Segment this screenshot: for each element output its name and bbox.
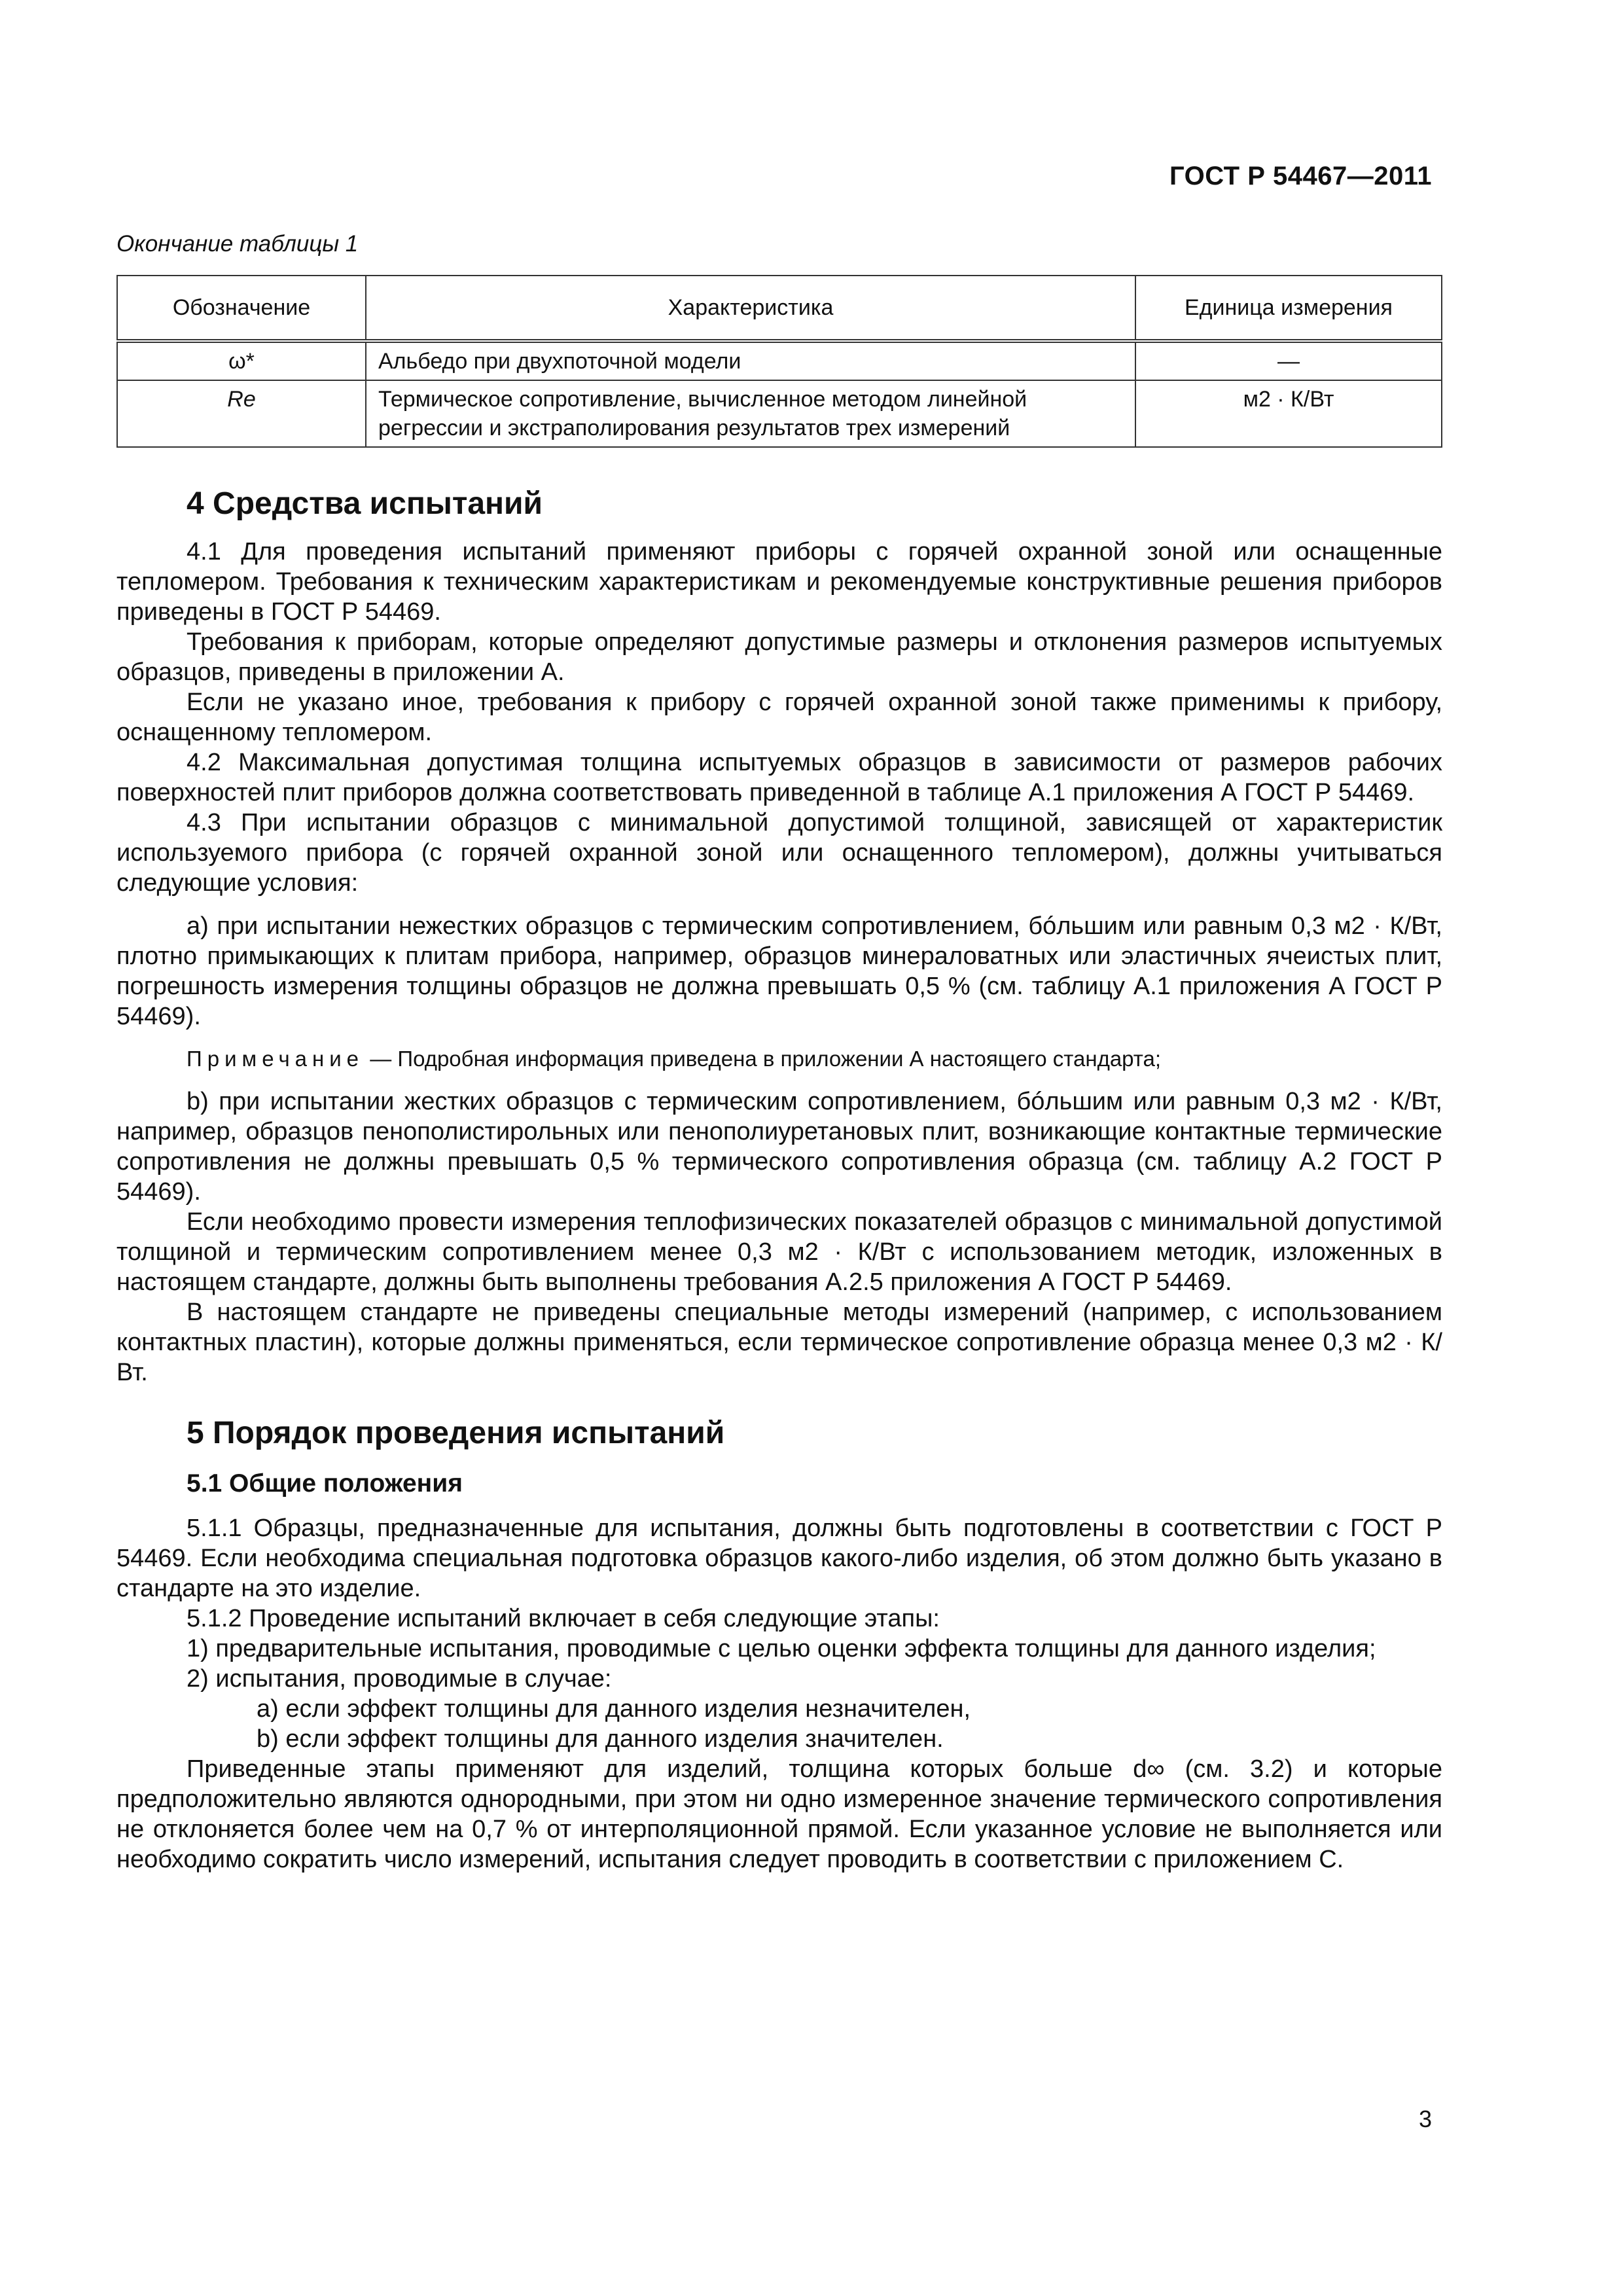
table-cell-unit: м2 · К/Вт	[1135, 380, 1442, 447]
note	[116, 1045, 1442, 1073]
paragraph: 5.1.1 Образцы, предназначенные для испытания, должны быть подготовлены в соответствии с ГОСТ Р 54469. Если необходима специальная подготовка образцов какого-либо изделия, об этом должно быть указано в стандарте на это изделие.	[116, 1515, 1442, 1602]
note-text: — Подробная информация приведена в приложении А настоящего стандарта;	[370, 1047, 1162, 1071]
table-row	[117, 380, 1442, 447]
document-code-header: ГОСТ Р 54467—2011	[1169, 162, 1432, 190]
page-number: 3	[1418, 2106, 1432, 2132]
paragraph: Приведенные этапы применяют для изделий, толщина которых больше d∞ (см. 3.2) и которые предположительно являются однородными, при этом ни одно измеренное значение термического сопротивления не отклоняется более чем на 0,7 % от интерполяционной прямой. Если указанное условие не выполняется или необходимо сократить число измерений, испытания следует проводить в соответствии с приложением С.	[116, 1755, 1442, 1873]
paragraph: Если не указано иное, требования к прибору с горячей охранной зоной также применимы к прибору, оснащенному тепломером.	[116, 689, 1442, 746]
paragraph: а) при испытании нежестких образцов с термическим сопротивлением, бóльшим или равным 0,3 м2 · К/Вт, плотно примыкающих к плитам прибора, например, образцов минераловатных или эластичных ячеистых плит, погрешность измерения толщины образцов не должна превышать 0,5 % (см. таблицу А.1 приложения А ГОСТ Р 54469).	[116, 912, 1442, 1030]
symbols-table	[116, 275, 1442, 448]
column-header-symbol: Обозначение	[117, 276, 366, 341]
note-label: Примечание	[187, 1047, 365, 1071]
paragraph: b) при испытании жестких образцов с термическим сопротивлением, бóльшим или равным 0,3 м2 · К/Вт, например, образцов пенополистирольных или пенополиуретановых плит, возникающие контактные термические сопротивления не должны превышать 0,5 % термического сопротивления образца (см. таблицу А.2 ГОСТ Р 54469).	[116, 1088, 1442, 1206]
table-cell-symbol: ω*	[117, 341, 366, 380]
list-item: 1) предварительные испытания, проводимые с целью оценки эффекта толщины для данного изделия;	[187, 1635, 1376, 1662]
paragraph: 4.1 Для проведения испытаний применяют приборы с горячей охранной зоной или оснащенные тепломером. Требования к техническим характеристикам и рекомендуемые конструктивные решения приборов приведены в ГОСТ Р 54469.	[116, 538, 1442, 626]
table-row	[117, 341, 1442, 380]
table-cell-unit: —	[1135, 341, 1442, 380]
paragraph: В настоящем стандарте не приведены специальные методы измерений (например, с использованием контактных пластин), которые должны применяться, если термическое сопротивление образца менее 0,3 м2 · К/Вт.	[116, 1299, 1442, 1386]
paragraph: 5.1.2 Проведение испытаний включает в себя следующие этапы:	[187, 1605, 940, 1632]
table-cell-description: Термическое сопротивление, вычисленное методом линейной регрессии и экстраполирования результатов трех измерений	[366, 380, 1135, 447]
list-item: а) если эффект толщины для данного изделия незначителен,	[257, 1695, 971, 1723]
paragraph: Если необходимо провести измерения теплофизических показателей образцов с минимальной допустимой толщиной и термическим сопротивлением менее 0,3 м2 · К/Вт с использованием методик, изложенных в настоящем стандарте, должны быть выполнены требования А.2.5 приложения А ГОСТ Р 54469.	[116, 1208, 1442, 1296]
table-cell-description: Альбедо при двухпоточной модели	[366, 341, 1135, 380]
paragraph: 4.3 При испытании образцов с минимальной допустимой толщиной, зависящей от характеристик используемого прибора (с горячей охранной зоной или оснащенного тепломером), должны учитываться следующие условия:	[116, 809, 1442, 897]
list-item: b) если эффект толщины для данного изделия значителен.	[257, 1725, 944, 1753]
column-header-unit: Единица измерения	[1135, 276, 1442, 341]
table-header-row	[117, 276, 1442, 341]
subsection-heading: 5.1 Общие положения	[187, 1469, 463, 1498]
table-caption: Окончание таблицы 1	[116, 231, 359, 257]
document-body	[116, 484, 1442, 1874]
paragraph: 4.2 Максимальная допустимая толщина испытуемых образцов в зависимости от размеров рабочих поверхностей плит приборов должна соответствовать приведенной в таблице А.1 приложения А ГОСТ Р 54469.	[116, 749, 1442, 806]
column-header-characteristic: Характеристика	[366, 276, 1135, 341]
paragraph: Требования к приборам, которые определяют допустимые размеры и отклонения размеров испытуемых образцов, приведены в приложении А.	[116, 628, 1442, 686]
section-heading: 5 Порядок проведения испытаний	[187, 1416, 725, 1450]
section-heading: 4 Средства испытаний	[187, 486, 543, 521]
list-item: 2) испытания, проводимые в случае:	[187, 1665, 612, 1693]
table-cell-symbol: Re	[117, 380, 366, 447]
